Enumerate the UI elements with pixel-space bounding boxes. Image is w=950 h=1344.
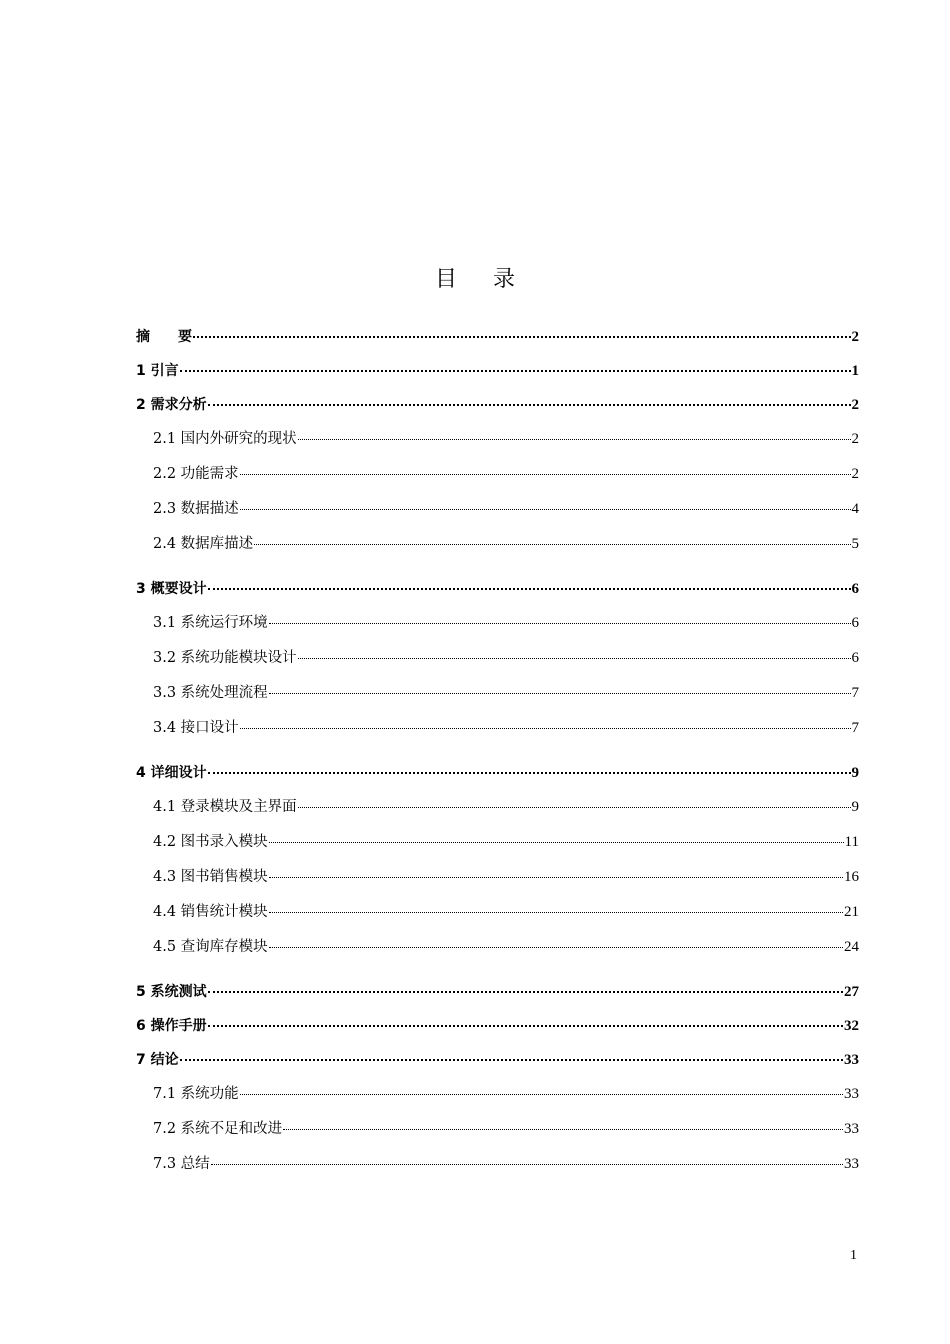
toc-entry-4-4[interactable]: 4.4 销售统计模块 21	[153, 904, 859, 920]
dot-leader	[180, 370, 851, 372]
toc-entry-1[interactable]: 1 引言 1	[136, 363, 859, 379]
dot-leader	[240, 474, 851, 475]
dot-leader	[208, 1025, 843, 1027]
dot-leader	[208, 991, 843, 993]
toc-title-char-1: 目	[434, 267, 457, 292]
dot-leader	[283, 1129, 843, 1130]
toc-entry-3[interactable]: 3 概要设计 6	[136, 581, 859, 597]
toc-entry-4-5[interactable]: 4.5 查询库存模块 24	[153, 939, 859, 955]
dot-leader	[211, 1164, 843, 1165]
toc-entry-4-1[interactable]: 4.1 登录模块及主界面 9	[153, 799, 859, 815]
page-number: 1	[850, 1248, 857, 1263]
toc-entry-2[interactable]: 2 需求分析 2	[136, 397, 859, 413]
dot-leader	[298, 658, 851, 659]
toc-entry-7-3[interactable]: 7.3 总结 33	[153, 1156, 859, 1172]
toc-entry-abstract[interactable]: 摘 要 2	[136, 329, 859, 345]
table-of-contents	[136, 325, 859, 1187]
toc-entry-4-3[interactable]: 4.3 图书销售模块 16	[153, 869, 859, 885]
dot-leader	[254, 544, 850, 545]
dot-leader	[208, 772, 851, 774]
toc-entry-7-1[interactable]: 7.1 系统功能 33	[153, 1086, 859, 1102]
toc-entry-3-4[interactable]: 3.4 接口设计 7	[153, 720, 859, 736]
dot-leader	[240, 1094, 843, 1095]
toc-entry-5[interactable]: 5 系统测试 27	[136, 984, 859, 1000]
dot-leader	[180, 1059, 843, 1061]
dot-leader	[298, 439, 851, 440]
toc-entry-4[interactable]: 4 详细设计 9	[136, 765, 859, 781]
toc-entry-2-2[interactable]: 2.2 功能需求 2	[153, 466, 859, 482]
toc-title	[0, 262, 950, 293]
toc-entry-7[interactable]: 7 结论 33	[136, 1052, 859, 1068]
toc-entry-2-1[interactable]: 2.1 国内外研究的现状 2	[153, 431, 859, 447]
dot-leader	[269, 947, 843, 948]
dot-leader	[269, 623, 851, 624]
toc-entry-3-3[interactable]: 3.3 系统处理流程 7	[153, 685, 859, 701]
dot-leader	[193, 336, 851, 338]
toc-entry-7-2[interactable]: 7.2 系统不足和改进 33	[153, 1121, 859, 1137]
dot-leader	[269, 912, 843, 913]
toc-entry-6[interactable]: 6 操作手册 32	[136, 1018, 859, 1034]
toc-entry-3-2[interactable]: 3.2 系统功能模块设计 6	[153, 650, 859, 666]
dot-leader	[240, 728, 851, 729]
toc-entry-3-1[interactable]: 3.1 系统运行环境 6	[153, 615, 859, 631]
toc-entry-2-4[interactable]: 2.4 数据库描述 5	[153, 536, 859, 552]
dot-leader	[269, 842, 844, 843]
dot-leader	[208, 404, 851, 406]
dot-leader	[269, 693, 851, 694]
toc-entry-2-3[interactable]: 2.3 数据描述 4	[153, 501, 859, 517]
toc-entry-4-2[interactable]: 4.2 图书录入模块 11	[153, 834, 859, 850]
dot-leader	[240, 509, 851, 510]
dot-leader	[298, 807, 851, 808]
dot-leader	[269, 877, 843, 878]
toc-title-char-2: 录	[493, 267, 516, 292]
dot-leader	[208, 588, 851, 590]
